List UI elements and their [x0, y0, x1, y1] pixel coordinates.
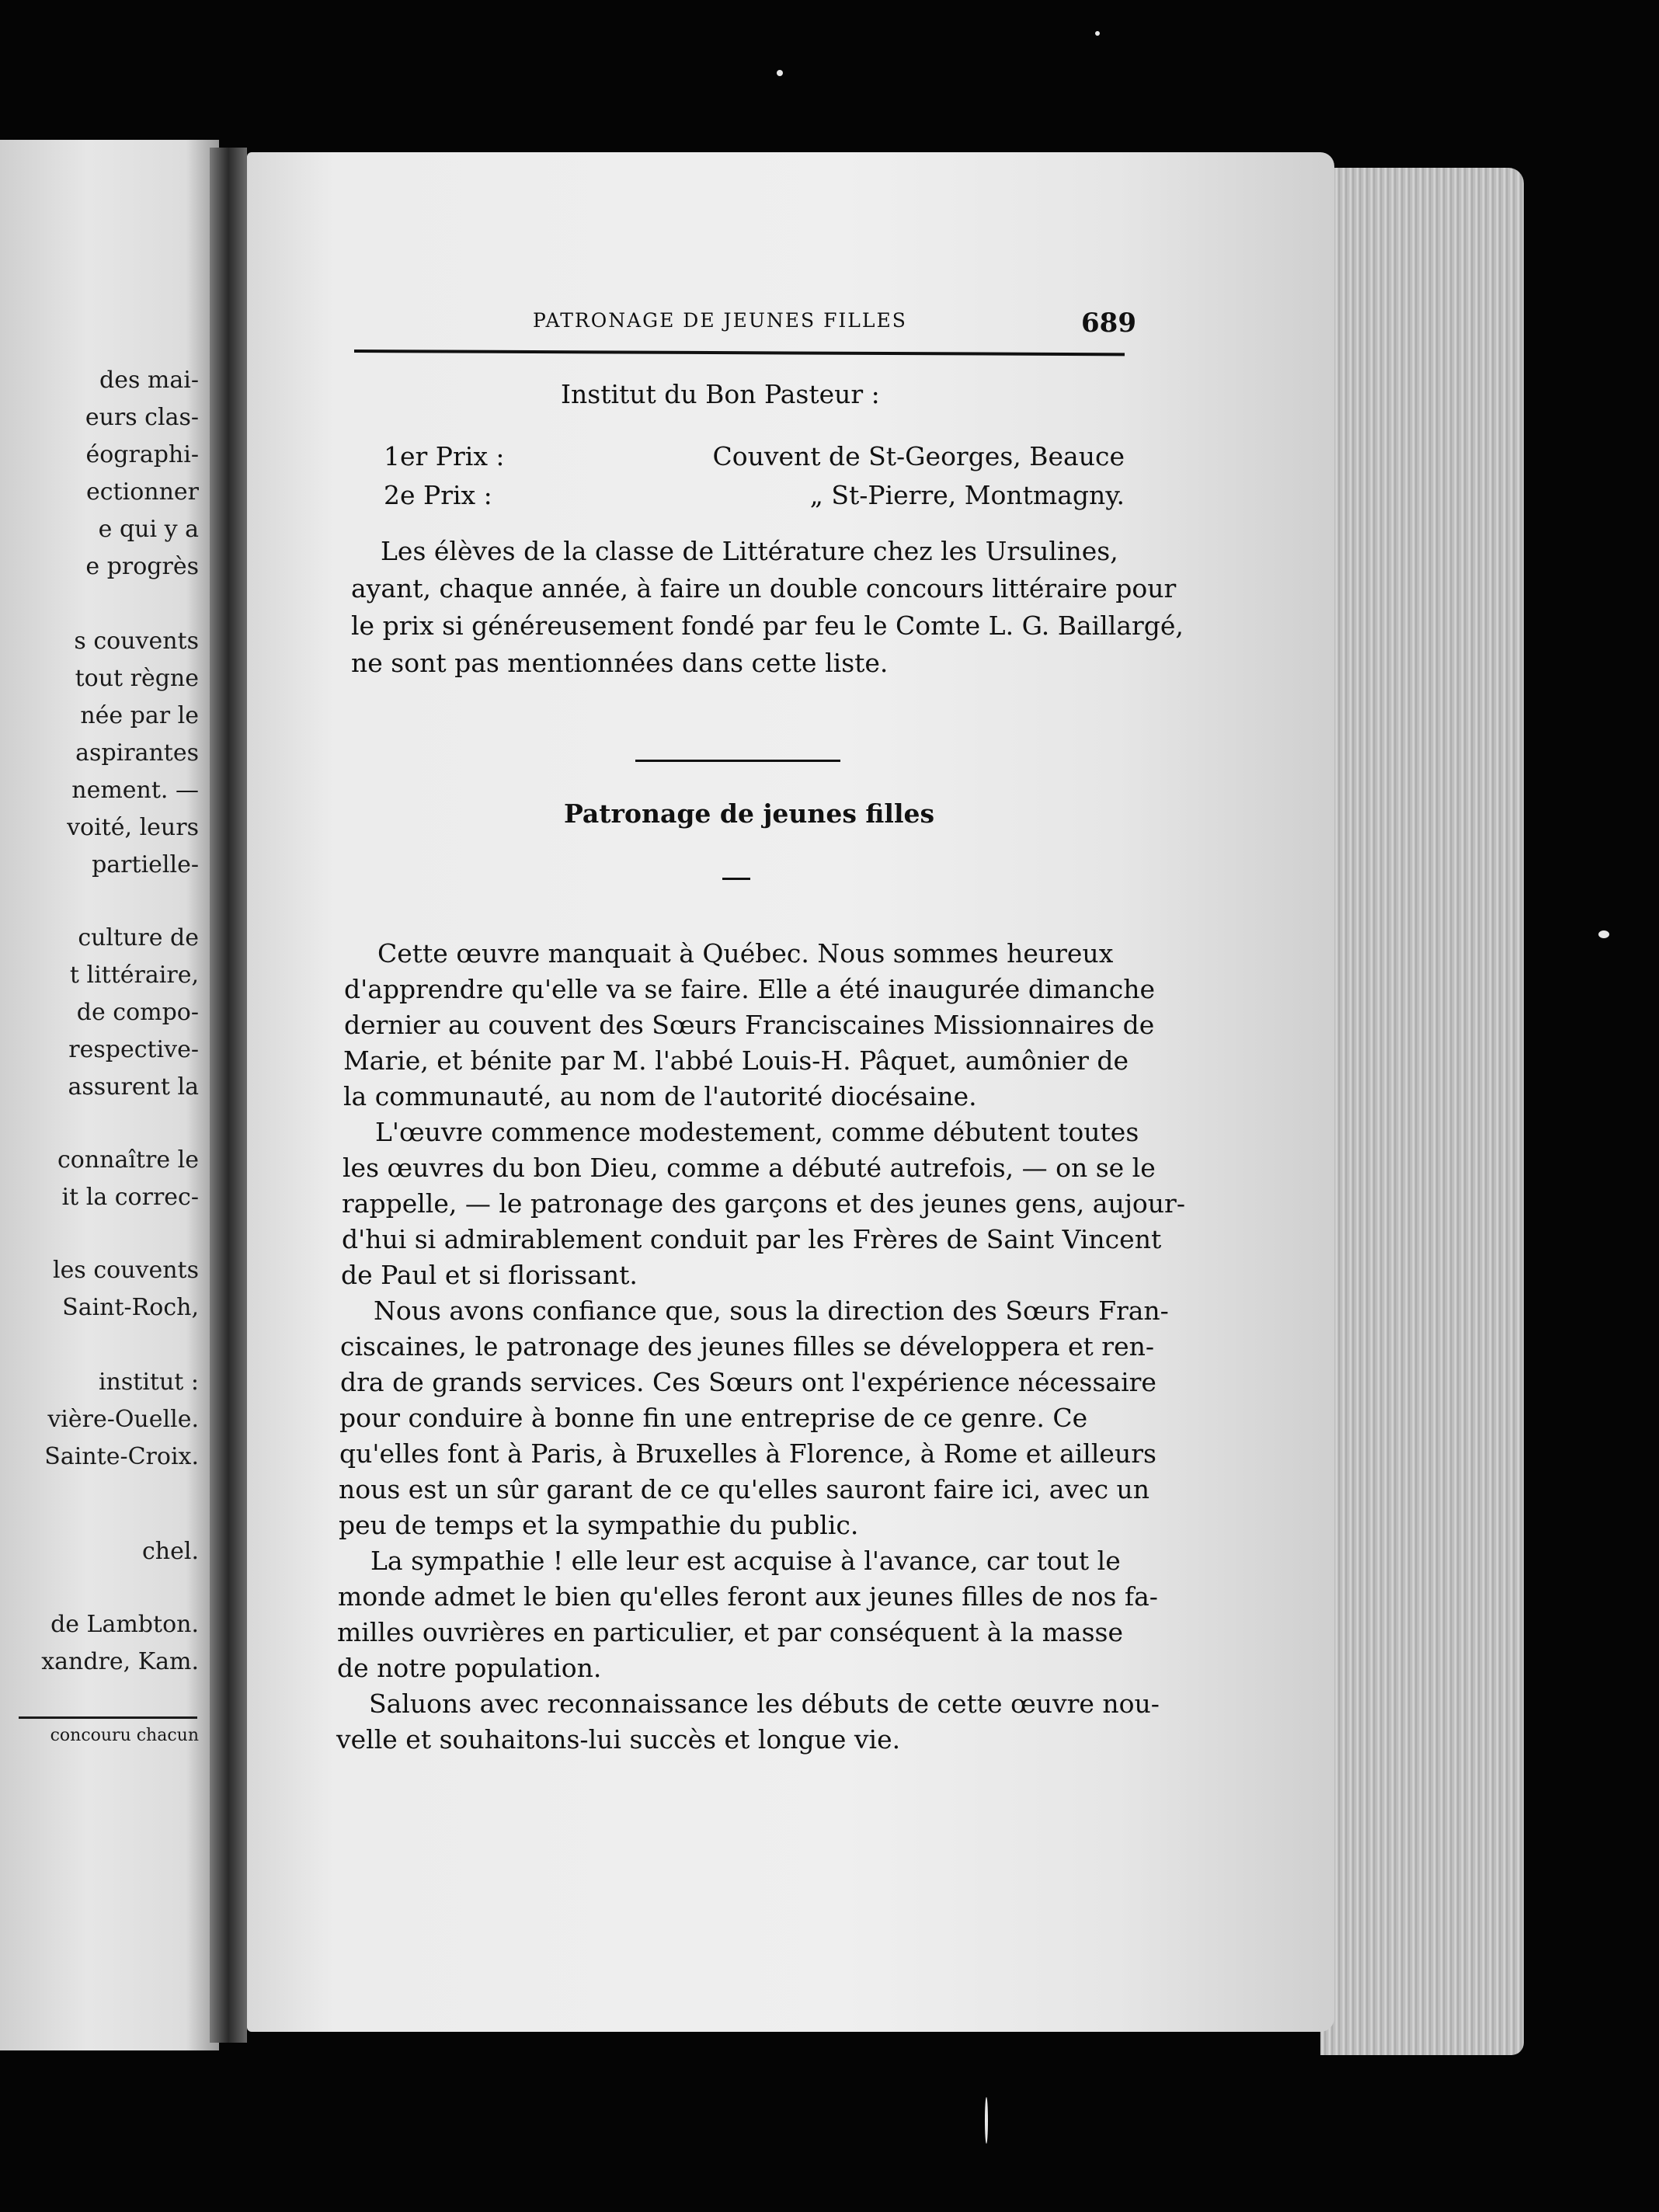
left-page-line: vière-Ouelle.: [47, 1406, 199, 1433]
left-page-line: des mai-: [99, 367, 199, 394]
left-page-line: t littéraire,: [69, 962, 199, 989]
film-speck: [1598, 930, 1609, 938]
left-page-line: institut :: [98, 1369, 199, 1396]
left-page-line: nement. —: [71, 777, 199, 804]
left-page-line: aspirantes: [75, 739, 199, 767]
body-line: dernier au couvent des Sœurs Franciscaines Missionnaires de: [344, 1010, 1155, 1040]
left-page-line: respective-: [68, 1036, 199, 1063]
left-page-line: de Lambton.: [50, 1611, 199, 1638]
body-line: peu de temps et la sympathie du public.: [339, 1510, 859, 1540]
page-edges: [1320, 168, 1524, 2055]
body-line: ciscaines, le patronage des jeunes filles se développera et ren-: [340, 1331, 1155, 1362]
body-line: La sympathie ! elle leur est acquise à l'avance, car tout le: [370, 1546, 1121, 1576]
body-line: Nous avons confiance que, sous la direction des Sœurs Fran-: [374, 1296, 1169, 1326]
left-page-line: culture de: [78, 924, 199, 951]
body-line: velle et souhaitons-lui succès et longue vie.: [336, 1724, 901, 1755]
left-page-line: concouru chacun: [50, 1726, 199, 1745]
body-line: les œuvres du bon Dieu, comme a débuté autrefois, — on se le: [343, 1153, 1156, 1183]
body-line: d'apprendre qu'elle va se faire. Elle a été inaugurée dimanche: [344, 974, 1155, 1004]
note-line: ne sont pas mentionnées dans cette liste.: [351, 648, 889, 678]
note-line: le prix si généreusement fondé par feu le Comte L. G. Baillargé,: [351, 610, 1184, 641]
prize-place: Couvent de St-Georges, Beauce: [712, 441, 1125, 471]
left-page-line: chel.: [141, 1538, 199, 1565]
prize-label: 2e Prix :: [384, 480, 492, 510]
body-line: monde admet le bien qu'elles feront aux jeunes filles de nos fa-: [338, 1581, 1158, 1612]
left-page-line: tout règne: [75, 665, 199, 692]
left-footnote-rule: [19, 1716, 197, 1719]
film-speck: [1095, 31, 1100, 36]
left-page-line: éographi-: [85, 441, 199, 468]
left-page-line: s couvents: [74, 628, 199, 655]
title-dash: [722, 878, 750, 880]
body-line: de Paul et si florissant.: [341, 1260, 638, 1290]
left-page-line: it la correc-: [61, 1184, 199, 1211]
prize-label: 1er Prix :: [384, 441, 505, 471]
body-line: d'hui si admirablement conduit par les Frères de Saint Vincent: [342, 1224, 1162, 1254]
body-line: la communauté, au nom de l'autorité diocésaine.: [343, 1081, 977, 1111]
body-line: Saluons avec reconnaissance les débuts de cette œuvre nou-: [369, 1689, 1160, 1719]
body-line: Cette œuvre manquait à Québec. Nous sommes heureux: [377, 938, 1114, 969]
left-page-line: de compo-: [76, 999, 199, 1026]
left-page-line: e progrès: [85, 553, 199, 580]
left-page-line: eurs clas-: [85, 404, 199, 431]
running-head: PATRONAGE DE JEUNES FILLES: [533, 309, 907, 332]
body-line: dra de grands services. Ces Sœurs ont l'expérience nécessaire: [340, 1367, 1156, 1397]
left-page-line: assurent la: [68, 1073, 199, 1101]
left-page-line: e qui y a: [98, 516, 199, 543]
left-page-line: Saint-Roch,: [62, 1294, 199, 1321]
left-page-line: née par le: [80, 702, 199, 729]
body-line: rappelle, — le patronage des garçons et des jeunes gens, aujour-: [342, 1188, 1185, 1219]
left-page-line: connaître le: [57, 1146, 199, 1174]
film-speck: [985, 2097, 988, 2144]
prize-place: „ St-Pierre, Montmagny.: [809, 480, 1125, 510]
book-gutter: [210, 148, 247, 2043]
section-separator-rule: [635, 760, 840, 762]
left-page-line: voité, leurs: [67, 814, 199, 841]
body-line: nous est un sûr garant de ce qu'elles sauront faire ici, avec un: [339, 1474, 1150, 1504]
body-line: milles ouvrières en particulier, et par conséquent à la masse: [337, 1617, 1123, 1647]
section-title: Patronage de jeunes filles: [564, 798, 935, 829]
body-line: pour conduire à bonne fin une entreprise de ce genre. Ce: [339, 1403, 1088, 1433]
left-page-text: [0, 140, 199, 2050]
note-line: ayant, chaque année, à faire un double concours littéraire pour: [351, 573, 1177, 603]
prize-subheading: Institut du Bon Pasteur :: [561, 379, 880, 409]
body-line: qu'elles font à Paris, à Bruxelles à Florence, à Rome et ailleurs: [339, 1438, 1156, 1469]
left-facing-page: [0, 140, 219, 2050]
page-number: 689: [1081, 308, 1136, 339]
left-page-line: xandre, Kam.: [41, 1648, 199, 1675]
body-line: de notre population.: [337, 1653, 602, 1683]
left-page-line: partielle-: [92, 851, 199, 878]
film-speck: [777, 70, 783, 76]
body-line: L'œuvre commence modestement, comme débutent toutes: [375, 1117, 1139, 1147]
body-line: Marie, et bénite par M. l'abbé Louis-H. Pâquet, aumônier de: [343, 1045, 1129, 1076]
left-page-line: ectionner: [85, 478, 199, 506]
note-line: Les élèves de la classe de Littérature chez les Ursulines,: [381, 536, 1118, 566]
left-page-line: Sainte-Croix.: [44, 1443, 199, 1470]
left-page-line: les couvents: [53, 1257, 199, 1284]
